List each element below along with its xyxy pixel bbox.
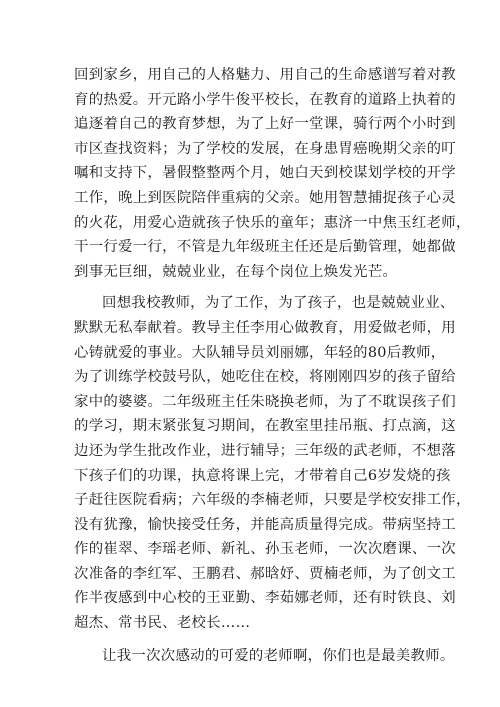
text-line: 子赶往医院看病；六年级的李楠老师，只要是学校安排工作， <box>74 492 471 509</box>
text-line: 的火花，用爱心造就孩子快乐的童年；惠济一中焦玉红老师， <box>74 214 471 231</box>
text-line: 追逐着自己的教育梦想，为了上好一堂课，骑行两个小时到 <box>74 116 456 133</box>
text-line: 让我一次次感动的可爱的老师啊，你们也是最美教师。 <box>102 647 455 664</box>
text-line: 的学习，期末紧张复习期间，在教室里挂吊瓶、打点滴，这 <box>74 418 456 435</box>
paragraph-2 <box>74 291 471 635</box>
text-line: 心铸就爱的事业。大队辅导员刘丽娜，年轻的80后教师， <box>74 344 446 361</box>
text-line: 工作，晚上到医院陪伴重病的父亲。她用智慧捕捉孩子心灵 <box>74 189 456 206</box>
text-line: 回到家乡，用自己的人格魅力、用自己的生命感谱写着对教 <box>74 67 456 83</box>
text-line: 干一行爱一行，不管是九年级班主任还是后勤管理，她都做 <box>74 239 456 256</box>
text-line: 超杰、常书民、老校长…… <box>74 615 251 632</box>
text-line: 下孩子们的功课，执意将课上完，才带着自己6岁发烧的孩 <box>74 467 451 484</box>
text-line: 市区查找资料；为了学校的发展，在身患胃癌晚期父亲的叮 <box>74 140 456 157</box>
text-line: 嘱和支持下，暑假整整两个月，她白天到校谋划学校的开学 <box>74 165 456 182</box>
text-line: 次准备的李红军、王鹏君、郝晗妤、贾楠老师，为了创文工 <box>74 565 456 582</box>
paragraph-3 <box>74 644 455 669</box>
text-line: 作的崔翠、李瑶老师、新礼、孙玉老师，一次次磨课、一次 <box>74 541 456 558</box>
text-line: 边还为学生批改作业，进行辅导；三年级的武老师，不想落 <box>74 442 456 459</box>
text-line: 家中的婆婆。二年级班主任朱晓换老师，为了不耽误孩子们 <box>74 393 456 410</box>
document-page <box>74 63 471 668</box>
text-line: 没有犹豫，愉快接受任务，并能高质量得完成。带病坚持工 <box>74 516 456 533</box>
text-line: 育的热爱。开元路小学牛俊平校长，在教育的道路上执着的 <box>74 91 456 108</box>
text-line: 回想我校教师，为了工作，为了孩子，也是兢兢业业、 <box>102 295 455 312</box>
paragraph-1 <box>74 63 471 284</box>
text-line: 默默无私奉献着。教导主任李用心做教育，用爱做老师，用 <box>74 319 456 336</box>
text-line: 为了训练学校鼓号队，她吃住在校，将刚刚四岁的孩子留给 <box>74 369 456 386</box>
text-line: 到事无巨细，兢兢业业，在每个岗位上焕发光芒。 <box>74 263 398 280</box>
text-line: 作半夜感到中心校的王亚勤、李茹娜老师，还有时铁良、刘 <box>74 590 456 607</box>
